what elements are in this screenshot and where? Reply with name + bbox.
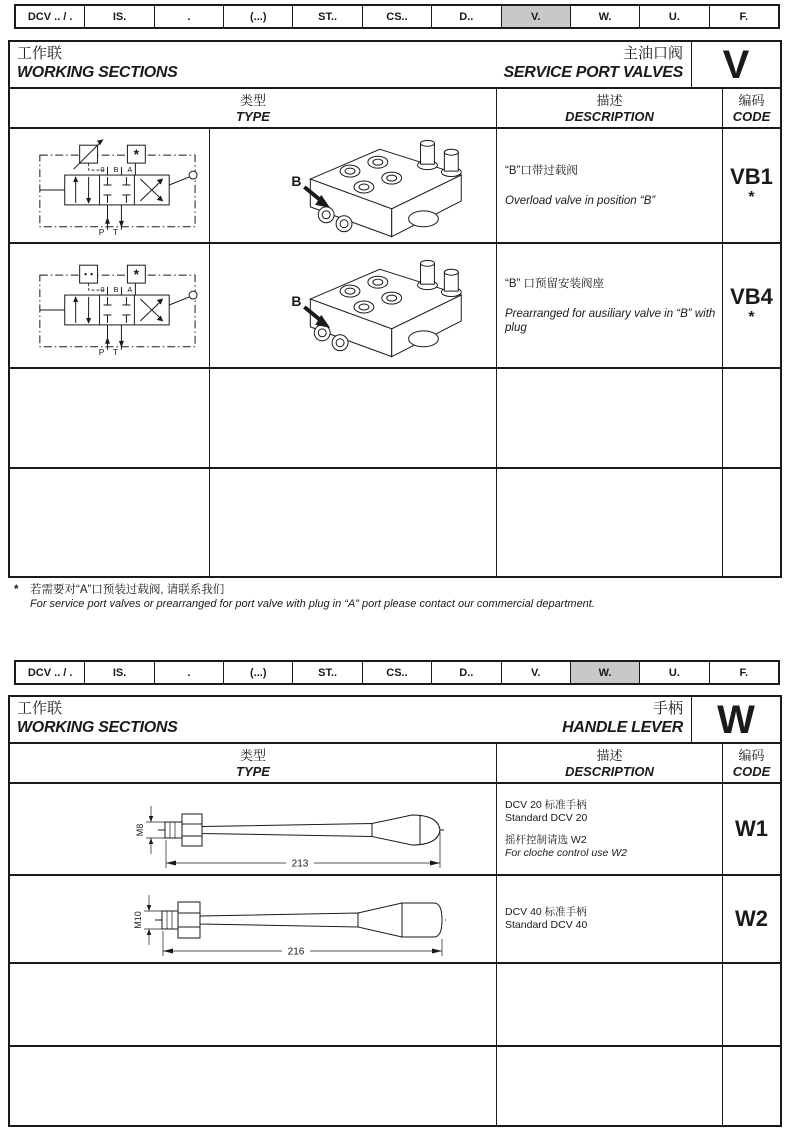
vb4-type-cell: [10, 244, 496, 367]
vb4-code-cell: [722, 244, 780, 367]
handle-lever-table: [8, 695, 782, 1127]
table-w-header-row: [10, 742, 780, 782]
vb1-code-note: *: [748, 189, 755, 206]
service-port-valves-table: [8, 40, 782, 578]
empty-description-cell: [496, 1047, 722, 1125]
column-header-code-en: CODE: [732, 763, 771, 779]
index-strip-v: [14, 4, 780, 29]
vb1-code: VB1: [730, 164, 773, 189]
index-tab-w: W.: [570, 6, 639, 27]
port-label-a: A: [127, 165, 133, 175]
w1-code-cell: [722, 784, 780, 874]
port-label-a: A: [127, 285, 133, 295]
aux-asterisk: *: [133, 266, 140, 283]
valve-isometric-drawing-vb4: [211, 249, 495, 362]
table-row-empty: [10, 1045, 780, 1125]
index-tab-dot: .: [154, 662, 223, 683]
vb4-desc-en: Prearranged for ausiliary valve in “B” with plug: [505, 307, 716, 334]
port-label-p: P: [98, 226, 105, 237]
table-row-w1: [10, 782, 780, 874]
index-tab-dot: .: [154, 6, 223, 27]
empty-schematic-cell: [10, 369, 210, 467]
table-w-title-row: [10, 697, 780, 742]
vb1-desc-zh: “B”口带过载阀: [505, 164, 578, 177]
column-header-description: [496, 744, 722, 782]
footnote-zh: 若需要对“A”口预装过载阀, 请联系我们: [30, 584, 225, 596]
index-tab-is: IS.: [84, 662, 153, 683]
plug-seat-symbol: [80, 265, 98, 283]
column-header-code: [722, 89, 780, 127]
table-v-title-row: [10, 42, 780, 87]
column-header-type-en: TYPE: [236, 108, 270, 124]
vb4-code: VB4: [730, 284, 773, 309]
column-header-type: [10, 89, 496, 127]
footnote-marker: *: [14, 584, 19, 596]
table-row-empty: [10, 962, 780, 1045]
empty-type-cell: [10, 369, 496, 467]
vb4-code-note: *: [748, 309, 755, 326]
length-dimension-label-w2: 216: [287, 946, 305, 958]
column-header-code-zh: 编码: [738, 92, 765, 108]
w1-desc-zh1: DCV 20 标准手柄: [505, 798, 587, 811]
w1-desc-en2: For cloche control use W2: [505, 846, 627, 859]
port-label-b: B: [113, 165, 119, 175]
column-header-code-en: CODE: [732, 108, 771, 124]
port-label-b: B: [113, 285, 119, 295]
index-tab-w-active: W.: [570, 662, 639, 683]
valve-isometric-drawing-vb1: [211, 129, 495, 242]
port-label-t: T: [112, 346, 119, 357]
column-header-description: [496, 89, 722, 127]
empty-code-cell: [722, 964, 780, 1045]
index-tab-is: IS.: [84, 6, 153, 27]
empty-description-cell: [496, 469, 722, 576]
index-tab-paren: (...): [223, 6, 292, 27]
column-header-code-zh: 编码: [738, 747, 765, 763]
column-header-desc-en: DESCRIPTION: [565, 108, 654, 124]
section-title-en: WORKING SECTIONS: [17, 719, 178, 736]
vb1-schematic-cell: [10, 129, 210, 242]
empty-type-cell: [10, 469, 496, 576]
column-header-desc-zh: 描述: [596, 747, 623, 763]
section-subtitle-en: SERVICE PORT VALVES: [503, 64, 683, 81]
index-tab-paren: (...): [223, 662, 292, 683]
section-title-zh: 工作联: [17, 700, 63, 717]
empty-type-cell: [10, 964, 496, 1045]
w2-code-cell: [722, 876, 780, 962]
w2-description-cell: [496, 876, 722, 962]
vb4-schematic-cell: [10, 244, 210, 367]
section-title: [10, 42, 503, 87]
section-subtitle: [503, 42, 691, 87]
w1-desc-en1: Standard DCV 20: [505, 811, 588, 824]
w1-type-cell: [10, 784, 496, 874]
table-row-empty: [10, 367, 780, 467]
index-tab-u: U.: [639, 662, 708, 683]
thread-dimension-label-w1: M8: [135, 823, 145, 837]
empty-photo-cell: [210, 369, 496, 467]
section-subtitle-en: HANDLE LEVER: [562, 719, 683, 736]
section-title-en: WORKING SECTIONS: [17, 64, 178, 81]
empty-description-cell: [496, 369, 722, 467]
port-label-p: P: [98, 346, 105, 357]
vb1-description-cell: [496, 129, 722, 242]
empty-type-cell: [10, 1047, 496, 1125]
index-tab-f: F.: [709, 662, 778, 683]
index-tab-d: D..: [431, 6, 500, 27]
table-row-w2: [10, 874, 780, 962]
index-tab-st: ST..: [292, 6, 361, 27]
table-row-vb1: [10, 127, 780, 242]
footnote-en: For service port valves or prearranged for port valve with plug in “A” port please contact our commercial department.: [30, 598, 595, 610]
section-subtitle-zh: 手柄: [652, 700, 683, 717]
vb1-type-cell: [10, 129, 496, 242]
port-label-t: T: [112, 226, 119, 237]
index-tab-u: U.: [639, 6, 708, 27]
index-tab-v: V.: [501, 662, 570, 683]
index-tab-dcv: DCV .. / .: [27, 666, 73, 679]
column-header-desc-en: DESCRIPTION: [565, 763, 654, 779]
port-label-0: 0: [100, 285, 105, 295]
w1-code: W1: [735, 816, 768, 841]
hydraulic-schematic-vb1: [10, 129, 209, 242]
index-tab-cs: CS..: [362, 6, 431, 27]
length-dimension-label-w1: 213: [291, 858, 309, 870]
index-tab-st: ST..: [292, 662, 361, 683]
thread-dimension-label-w2: M10: [133, 911, 143, 929]
vb4-desc-zh: “B” 口预留安装阀座: [505, 277, 605, 290]
empty-schematic-cell: [10, 469, 210, 576]
column-header-type-zh: 类型: [239, 92, 266, 108]
vb1-code-cell: [722, 129, 780, 242]
hydraulic-schematic-vb4: [10, 249, 209, 362]
handle-lever-drawing-w2: [10, 876, 496, 962]
section-subtitle: [562, 697, 691, 742]
photo-arrow-label-b: B: [291, 172, 302, 189]
vb4-photo-cell: [210, 244, 496, 367]
index-tab-d: D..: [431, 662, 500, 683]
w1-description-cell: [496, 784, 722, 874]
index-strip-w: [14, 660, 780, 685]
section-subtitle-zh: 主油口阀: [622, 45, 683, 62]
index-tab-f: F.: [709, 6, 778, 27]
table-v-header-row: [10, 87, 780, 127]
w1-desc-zh2: 摇杆控制请选 W2: [505, 833, 587, 846]
section-title: [10, 697, 562, 742]
photo-arrow-label-b: B: [291, 292, 302, 309]
aux-asterisk: *: [133, 146, 140, 163]
port-label-0: 0: [100, 165, 105, 175]
empty-code-cell: [722, 469, 780, 576]
handle-lever-drawing-w1: [10, 784, 496, 874]
w2-type-cell: [10, 876, 496, 962]
column-header-desc-zh: 描述: [596, 92, 623, 108]
column-header-code: [722, 744, 780, 782]
section-title-zh: 工作联: [17, 45, 63, 62]
w2-code: W2: [735, 906, 768, 931]
column-header-type: [10, 744, 496, 782]
vb4-description-cell: [496, 244, 722, 367]
table-row-empty: [10, 467, 780, 576]
empty-description-cell: [496, 964, 722, 1045]
w2-desc-en1: Standard DCV 40: [505, 919, 588, 931]
vb1-photo-cell: [210, 129, 496, 242]
footnote: [14, 583, 734, 611]
empty-code-cell: [722, 369, 780, 467]
table-row-vb4: [10, 242, 780, 367]
vb1-desc-en: Overload valve in position “B”: [505, 194, 656, 207]
column-header-type-en: TYPE: [236, 763, 270, 779]
index-tab-v-active: V.: [501, 6, 570, 27]
section-letter-w: W: [691, 697, 780, 742]
column-header-type-zh: 类型: [239, 747, 266, 763]
empty-code-cell: [722, 1047, 780, 1125]
section-letter-v: V: [691, 42, 780, 87]
index-tab-dcv: DCV .. / .: [27, 10, 73, 23]
empty-photo-cell: [210, 469, 496, 576]
index-tab-cs: CS..: [362, 662, 431, 683]
w2-desc-zh1: DCV 40 标准手柄: [505, 906, 587, 918]
